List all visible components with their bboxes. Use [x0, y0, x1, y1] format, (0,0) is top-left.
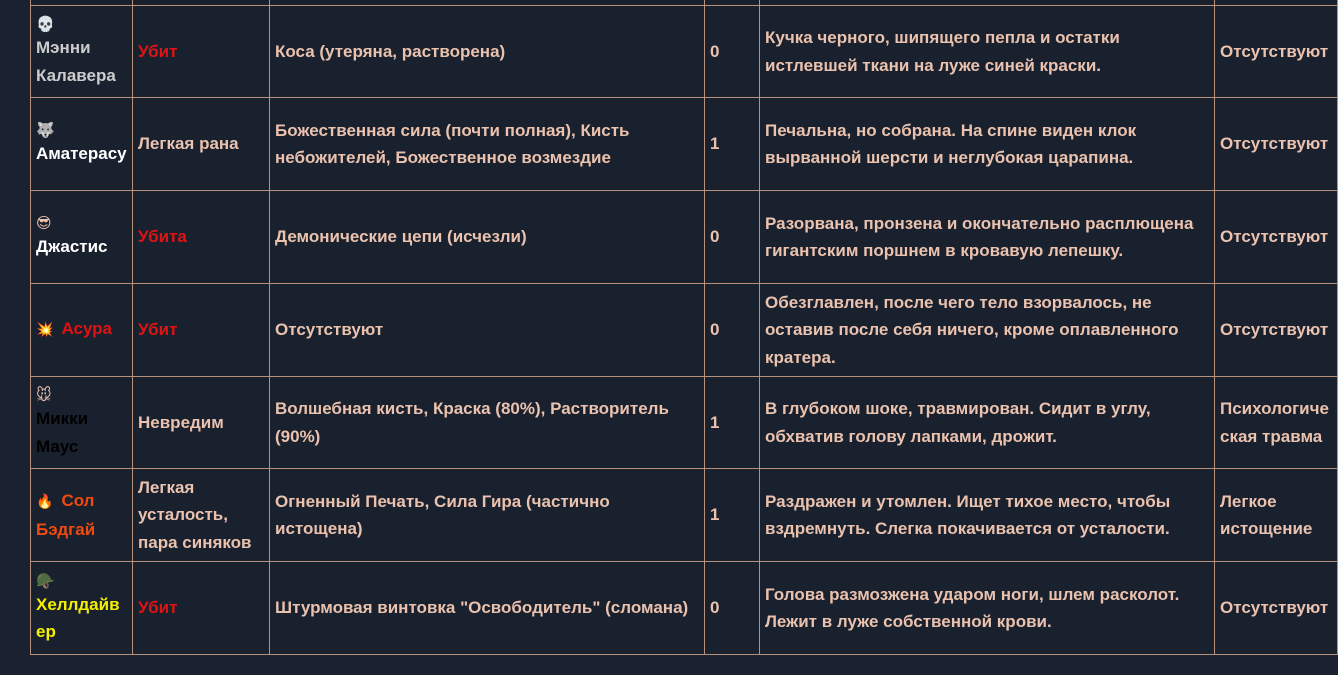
- character-name: Аматерасу: [36, 144, 127, 164]
- status-cell: [133, 562, 270, 655]
- table-row: [31, 377, 1338, 469]
- description-cell: [760, 562, 1215, 655]
- mouse-icon: 🐭: [36, 386, 52, 404]
- inventory-text: Штурмовая винтовка "Освободитель" (сломана): [275, 598, 689, 618]
- description-text: В глубоком шоке, травмирован. Сидит в углу, обхватив голову лапками, дрожит.: [765, 399, 1151, 446]
- character-cell: [31, 284, 133, 377]
- status-cell: [133, 377, 270, 469]
- skull-icon: 💀: [36, 15, 55, 33]
- inventory-cell: [270, 377, 705, 469]
- status-text: Убит: [138, 598, 178, 618]
- description-text: Разорвана, пронзена и окончательно расплющена гигантским поршнем в кровавую лепешку.: [765, 213, 1194, 260]
- explosion-icon: 💥: [36, 322, 54, 339]
- status-text: Убит: [138, 41, 178, 61]
- inventory-text: Божественная сила (почти полная), Кисть небожителей, Божественное возмездие: [275, 120, 630, 167]
- effects-cell: [1215, 284, 1338, 377]
- status-text: Убита: [138, 227, 187, 247]
- description-cell: [760, 98, 1215, 191]
- inventory-cell: [270, 6, 705, 98]
- inventory-text: Демонические цепи (исчезли): [275, 227, 527, 247]
- count-cell: [705, 98, 760, 191]
- count-cell: [705, 191, 760, 284]
- status-cell: [133, 469, 270, 562]
- status-text: Легкая усталость, пара синяков: [138, 477, 252, 552]
- description-text: Кучка черного, шипящего пепла и остатки истлевшей ткани на луже синей краски.: [765, 28, 1120, 75]
- character-cell: [31, 191, 133, 284]
- description-text: Голова размозжена ударом ноги, шлем расколот. Лежит в луже собственной крови.: [765, 584, 1180, 631]
- count-value: 0: [710, 41, 720, 61]
- status-text: Убит: [138, 320, 178, 340]
- count-value: 0: [710, 227, 720, 247]
- table-row: [31, 6, 1338, 98]
- table-row: [31, 98, 1338, 191]
- description-cell: [760, 284, 1215, 377]
- character-name: Асура: [61, 319, 113, 339]
- effects-text: Отсутствуют: [1220, 227, 1329, 247]
- table-row: [31, 469, 1338, 562]
- count-value: 0: [710, 320, 720, 340]
- character-cell: [31, 6, 133, 98]
- inventory-text: Коса (утеряна, растворена): [275, 41, 506, 61]
- military-helmet-icon: 🪖: [36, 571, 55, 590]
- sunglasses-face-icon: 😎: [36, 214, 52, 233]
- character-name: Мэнни Калавера: [36, 38, 116, 85]
- status-text: Невредим: [138, 412, 224, 432]
- count-value: 1: [710, 412, 720, 432]
- description-cell: [760, 191, 1215, 284]
- effects-text: Психологическая травма: [1220, 399, 1329, 446]
- effects-text: Легкое истощение: [1220, 491, 1313, 538]
- effects-cell: [1215, 562, 1338, 655]
- effects-cell: [1215, 191, 1338, 284]
- character-name: Микки Маус: [36, 409, 89, 456]
- effects-text: Отсутствуют: [1220, 320, 1329, 340]
- fire-icon: 🔥: [36, 493, 54, 510]
- count-cell: [705, 377, 760, 469]
- inventory-cell: [270, 469, 705, 562]
- description-text: Раздражен и утомлен. Ищет тихое место, чтобы вздремнуть. Слегка покачивается от усталости.: [765, 491, 1171, 538]
- table-body: [31, 0, 1338, 655]
- count-value: 0: [710, 598, 720, 618]
- inventory-text: Волшебная кисть, Краска (80%), Растворитель (90%): [275, 399, 669, 446]
- character-name: Хеллдайвер: [36, 594, 120, 641]
- count-cell: [705, 469, 760, 562]
- table-row: [31, 562, 1338, 655]
- count-value: 1: [710, 505, 720, 525]
- character-cell: [31, 562, 133, 655]
- character-name: Джастис: [36, 237, 108, 257]
- character-cell: [31, 469, 133, 562]
- character-name: Сол Бэдгай: [36, 490, 96, 539]
- inventory-text: Огненный Печать, Сила Гира (частично истощена): [275, 491, 610, 538]
- wolf-icon: 🐺: [36, 121, 55, 140]
- effects-text: Отсутствуют: [1220, 598, 1329, 618]
- effects-text: Отсутствуют: [1220, 134, 1329, 154]
- status-cell: [133, 98, 270, 191]
- count-cell: [705, 6, 760, 98]
- effects-cell: [1215, 98, 1338, 191]
- character-status-table: [30, 0, 1338, 655]
- character-status-table-container: [30, 0, 1329, 655]
- inventory-cell: [270, 284, 705, 377]
- status-cell: [133, 191, 270, 284]
- count-value: 1: [710, 134, 720, 154]
- inventory-cell: [270, 562, 705, 655]
- effects-cell: [1215, 6, 1338, 98]
- count-cell: [705, 562, 760, 655]
- character-cell: [31, 377, 133, 469]
- description-text: Печальна, но собрана. На спине виден клок вырванной шерсти и неглубокая царапина.: [765, 120, 1137, 167]
- status-cell: [133, 6, 270, 98]
- description-cell: [760, 6, 1215, 98]
- effects-cell: [1215, 469, 1338, 562]
- description-cell: [760, 469, 1215, 562]
- description-text: Обезглавлен, после чего тело взорвалось, не оставив после себя ничего, кроме оплавленного кратера.: [765, 292, 1179, 367]
- table-row: [31, 191, 1338, 284]
- inventory-text: Отсутствуют: [275, 320, 384, 340]
- effects-text: Отсутствуют: [1220, 41, 1329, 61]
- status-text: Легкая рана: [138, 134, 239, 154]
- effects-cell: [1215, 377, 1338, 469]
- character-cell: [31, 98, 133, 191]
- description-cell: [760, 377, 1215, 469]
- table-row: [31, 284, 1338, 377]
- status-cell: [133, 284, 270, 377]
- count-cell: [705, 284, 760, 377]
- inventory-cell: [270, 191, 705, 284]
- inventory-cell: [270, 98, 705, 191]
